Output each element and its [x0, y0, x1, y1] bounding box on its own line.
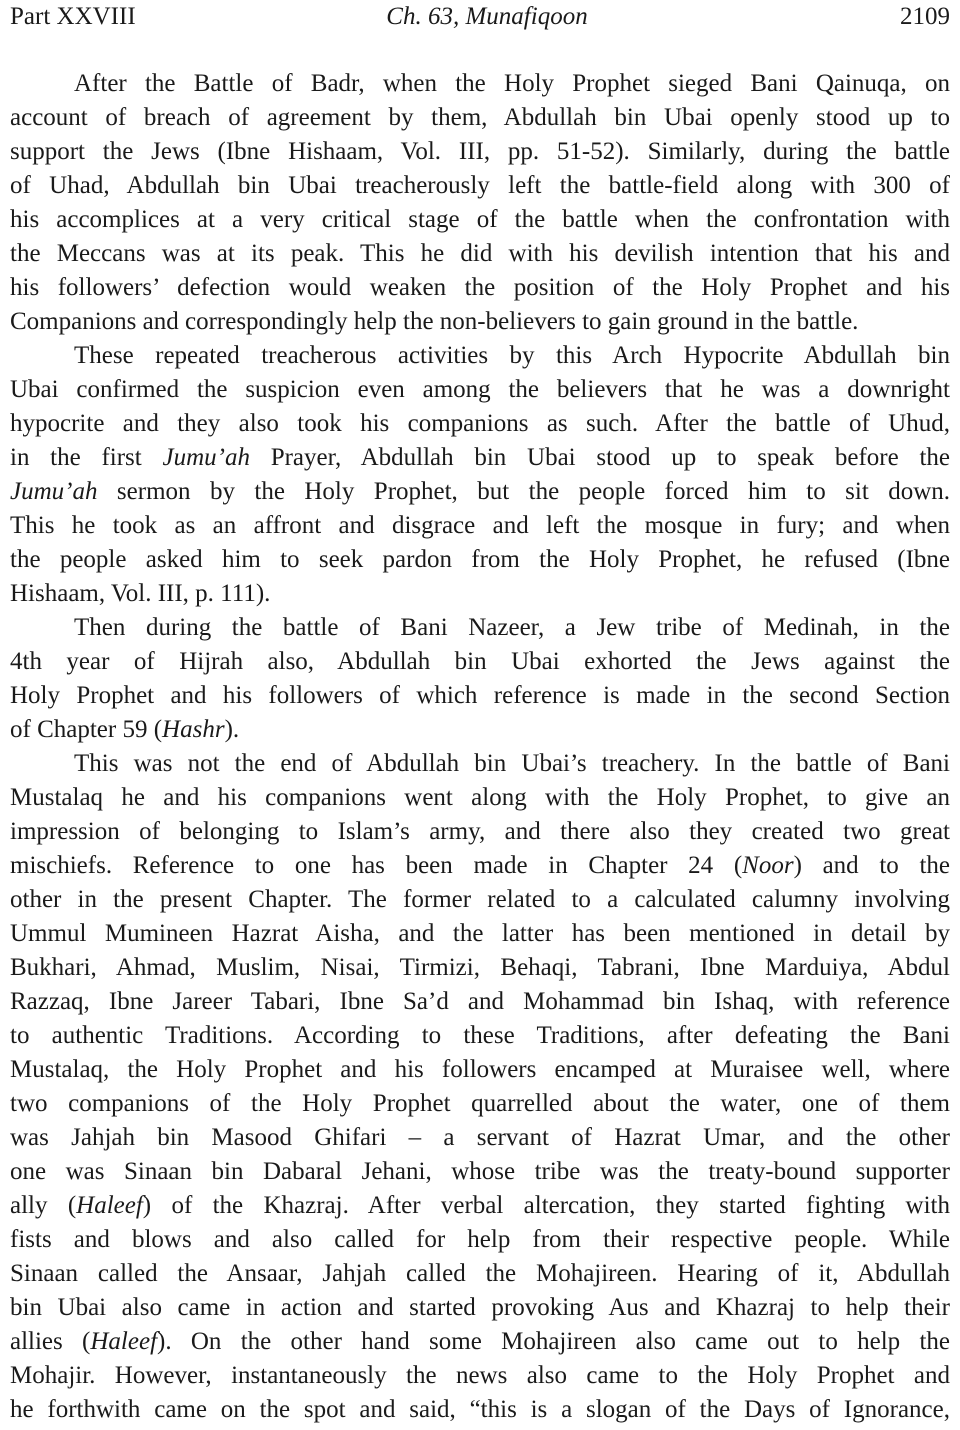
- text-line: Jumu’ah sermon by the Holy Prophet, but the people forced him to sit down.: [10, 478, 950, 505]
- text-line: fists and blows and also called for help from their respective people. While: [10, 1226, 950, 1253]
- text-line: one was Sinaan bin Dabaral Jehani, whose tribe was the treaty-bound supporter: [10, 1158, 950, 1185]
- page-number: 2109: [900, 3, 950, 30]
- text-line: ally (Haleef) of the Khazraj. After verbal altercation, they started fighting with: [10, 1192, 950, 1219]
- italic-term: Jumu’ah: [10, 478, 98, 505]
- text-line: in the first Jumu’ah Prayer, Abdullah bin Ubai stood up to speak before the: [10, 444, 950, 471]
- text-line: Holy Prophet and his followers of which reference is made in the second Section: [10, 682, 950, 709]
- text-line: Hishaam, Vol. III, p. 111).: [10, 580, 271, 607]
- text-line: 4th year of Hijrah also, Abdullah bin Ubai exhorted the Jews against the: [10, 648, 950, 675]
- text-line: was Jahjah bin Masood Ghifari – a servant of Hazrat Umar, and the other: [10, 1124, 950, 1151]
- text-line: account of breach of agreement by them, Abdullah bin Ubai openly stood up to: [10, 104, 950, 131]
- text-line: two companions of the Holy Prophet quarrelled about the water, one of them: [10, 1090, 950, 1117]
- running-header: [10, 0, 950, 34]
- text-line: Mustalaq, the Holy Prophet and his followers encamped at Muraisee well, where: [10, 1056, 950, 1083]
- italic-term: Hashr: [162, 716, 225, 743]
- text-line: hypocrite and they also took his companions as such. After the battle of Uhud,: [10, 410, 950, 437]
- text-line: These repeated treacherous activities by this Arch Hypocrite Abdullah bin: [74, 342, 950, 369]
- text-line: mischiefs. Reference to one has been made in Chapter 24 (Noor) and to the: [10, 852, 950, 879]
- body-text: [10, 67, 950, 1427]
- text-line: This he took as an affront and disgrace and left the mosque in fury; and when: [10, 512, 950, 539]
- text-line: Companions and correspondingly help the non-believers to gain ground in the battle.: [10, 308, 859, 335]
- text-line: his followers’ defection would weaken the position of the Holy Prophet and his: [10, 274, 950, 301]
- text-line: of Chapter 59 (Hashr).: [10, 716, 240, 743]
- chapter-title: Ch. 63, Munafiqoon: [386, 3, 588, 30]
- text-line: Then during the battle of Bani Nazeer, a Jew tribe of Medinah, in the: [74, 614, 950, 641]
- text-line: he forthwith came on the spot and said, “this is a slogan of the Days of Ignorance,: [10, 1396, 950, 1423]
- text-line: other in the present Chapter. The former related to a calculated calumny involving: [10, 886, 950, 913]
- italic-term: Haleef: [90, 1328, 158, 1355]
- italic-term: Jumu’ah: [162, 444, 250, 471]
- text-line: Ummul Mumineen Hazrat Aisha, and the latter has been mentioned in detail by: [10, 920, 950, 947]
- italic-term: Noor: [742, 852, 794, 879]
- text-line: Sinaan called the Ansaar, Jahjah called the Mohajireen. Hearing of it, Abdullah: [10, 1260, 950, 1287]
- text-line: support the Jews (Ibne Hishaam, Vol. III, pp. 51-52). Similarly, during the battle: [10, 138, 950, 165]
- text-line: Bukhari, Ahmad, Muslim, Nisai, Tirmizi, Behaqi, Tabrani, Ibne Marduiya, Abdul: [10, 954, 950, 981]
- part-label: Part XXVIII: [10, 3, 136, 30]
- text-line: the Meccans was at its peak. This he did with his devilish intention that his and: [10, 240, 950, 267]
- text-line: to authentic Traditions. According to these Traditions, after defeating the Bani: [10, 1022, 950, 1049]
- text-line: This was not the end of Abdullah bin Ubai’s treachery. In the battle of Bani: [74, 750, 950, 777]
- text-line: his accomplices at a very critical stage of the battle when the confrontation with: [10, 206, 950, 233]
- text-line: Mustalaq he and his companions went along with the Holy Prophet, to give an: [10, 784, 950, 811]
- text-line: the people asked him to seek pardon from the Holy Prophet, he refused (Ibne: [10, 546, 950, 573]
- text-line: bin Ubai also came in action and started provoking Aus and Khazraj to help their: [10, 1294, 950, 1321]
- text-line: Ubai confirmed the suspicion even among the believers that he was a downright: [10, 376, 950, 403]
- text-line: allies (Haleef). On the other hand some Mohajireen also came out to help the: [10, 1328, 950, 1355]
- text-line: Mohajir. However, instantaneously the news also came to the Holy Prophet and: [10, 1362, 950, 1389]
- text-line: Razzaq, Ibne Jareer Tabari, Ibne Sa’d and Mohammad bin Ishaq, with reference: [10, 988, 950, 1015]
- text-line: impression of belonging to Islam’s army, and there also they created two great: [10, 818, 950, 845]
- text-line: After the Battle of Badr, when the Holy Prophet sieged Bani Qainuqa, on: [74, 70, 950, 97]
- italic-term: Haleef: [76, 1192, 143, 1219]
- text-line: of Uhad, Abdullah bin Ubai treacherously left the battle-field along with 300 of: [10, 172, 950, 199]
